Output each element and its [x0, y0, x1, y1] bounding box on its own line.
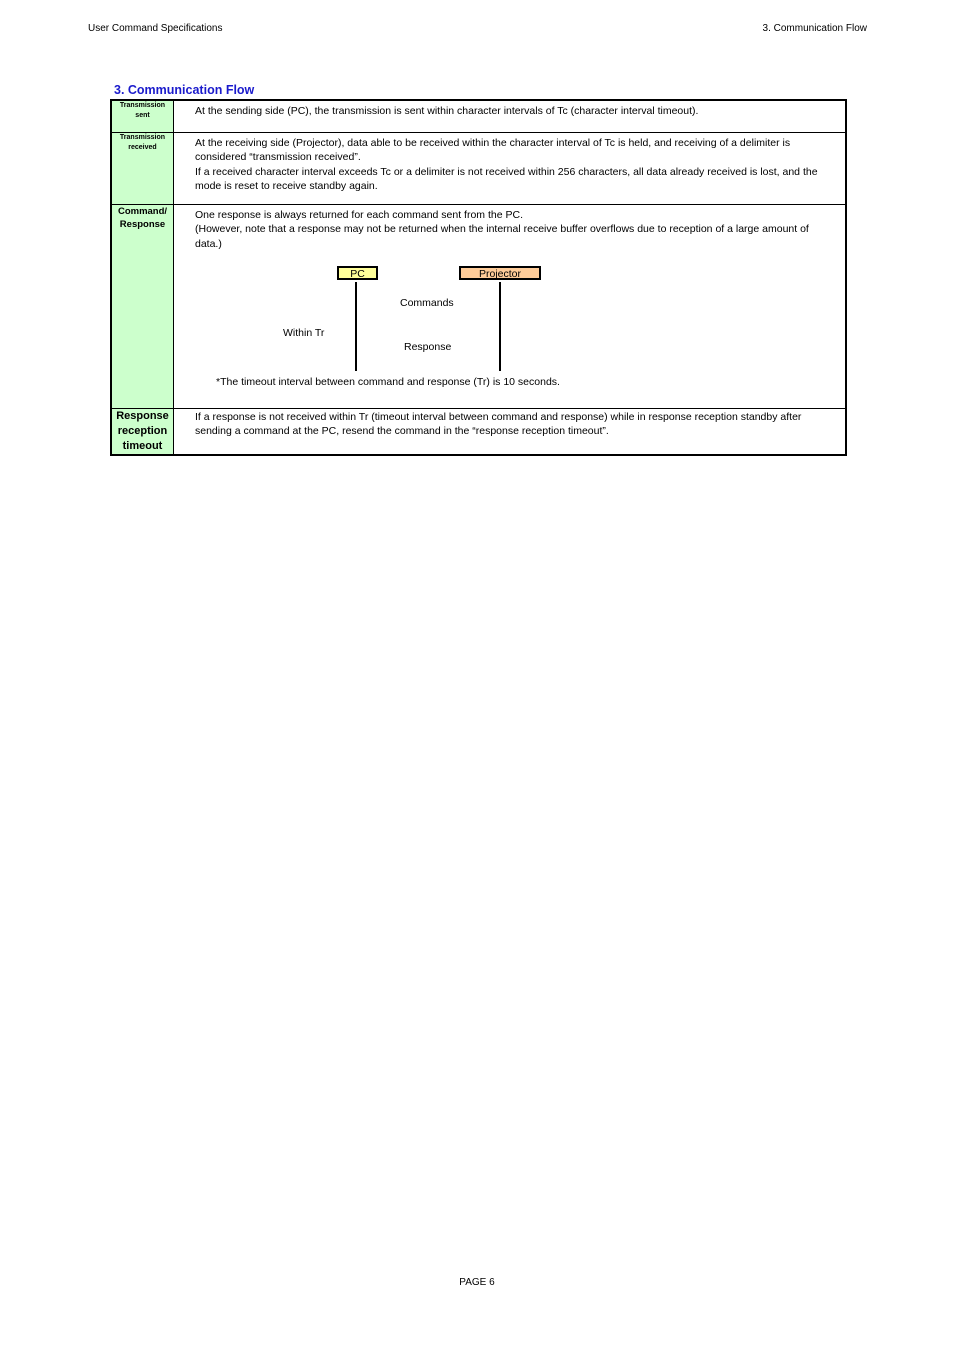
- label-line: received: [128, 143, 157, 151]
- row-label-command-response: [111, 204, 174, 408]
- sequence-diagram: [174, 205, 845, 403]
- paragraph: (However, note that a response may not be returned when the internal receive buffer overflows due to reception of a large amount of data.): [195, 223, 809, 250]
- table-row-transmission-sent: [111, 100, 846, 132]
- header-section-name: 3. Communication Flow: [762, 23, 867, 34]
- sequence-lines: [174, 205, 574, 403]
- within-tr-label: Within Tr: [283, 326, 325, 339]
- page-number: PAGE 6: [459, 1277, 495, 1288]
- label-line: timeout: [122, 439, 163, 452]
- label-line: reception: [117, 424, 168, 437]
- projector-box: Projector: [459, 266, 541, 280]
- label-line: Command/: [117, 205, 168, 217]
- row-content-transmission-received: [174, 132, 847, 204]
- pc-box: PC: [337, 266, 378, 280]
- table-row-transmission-received: [111, 132, 846, 204]
- label-line: Transmission: [119, 102, 166, 109]
- commands-label: Commands: [400, 296, 454, 309]
- label-line: Transmission: [119, 133, 166, 141]
- label-line: Response: [119, 218, 166, 230]
- row-label-transmission-received: [111, 132, 174, 204]
- row-content-transmission-sent: [174, 100, 847, 132]
- row-content-command-response: [174, 204, 847, 408]
- paragraph: If a received character interval exceeds Tc or a delimiter is not received within 256 characters, all data already received is lost, and the mode is reset to receive standby again.: [195, 165, 818, 192]
- timeout-note: *The timeout interval between command and response (Tr) is 10 seconds.: [216, 375, 560, 388]
- paragraph: One response is always returned for each command sent from the PC.: [195, 208, 523, 221]
- paragraph: At the sending side (PC), the transmission is sent within character intervals of Tc (character interval timeout).: [195, 105, 699, 117]
- communication-flow-table: [110, 99, 847, 456]
- paragraph: If a response is not received within Tr (timeout interval between command and response) while in response reception standby after sending a command at the PC, resend the command in the “response reception timeout”.: [195, 410, 802, 437]
- header-document-title: User Command Specifications: [88, 23, 223, 34]
- response-label: Response: [404, 340, 452, 353]
- table-row-command-response: [111, 204, 846, 408]
- section-title: 3. Communication Flow: [114, 83, 255, 97]
- paragraph: At the receiving side (Projector), data able to be received within the character interval of Tc is held, and receiving of a delimiter is considered “transmission received”.: [195, 136, 791, 163]
- table-row-response-reception-timeout: [111, 408, 846, 455]
- row-label-response-reception-timeout: [111, 408, 174, 455]
- row-label-transmission-sent: [111, 100, 174, 132]
- row-content-response-reception-timeout: [174, 408, 847, 455]
- label-line: Response: [116, 409, 169, 422]
- label-line: sent: [135, 112, 150, 119]
